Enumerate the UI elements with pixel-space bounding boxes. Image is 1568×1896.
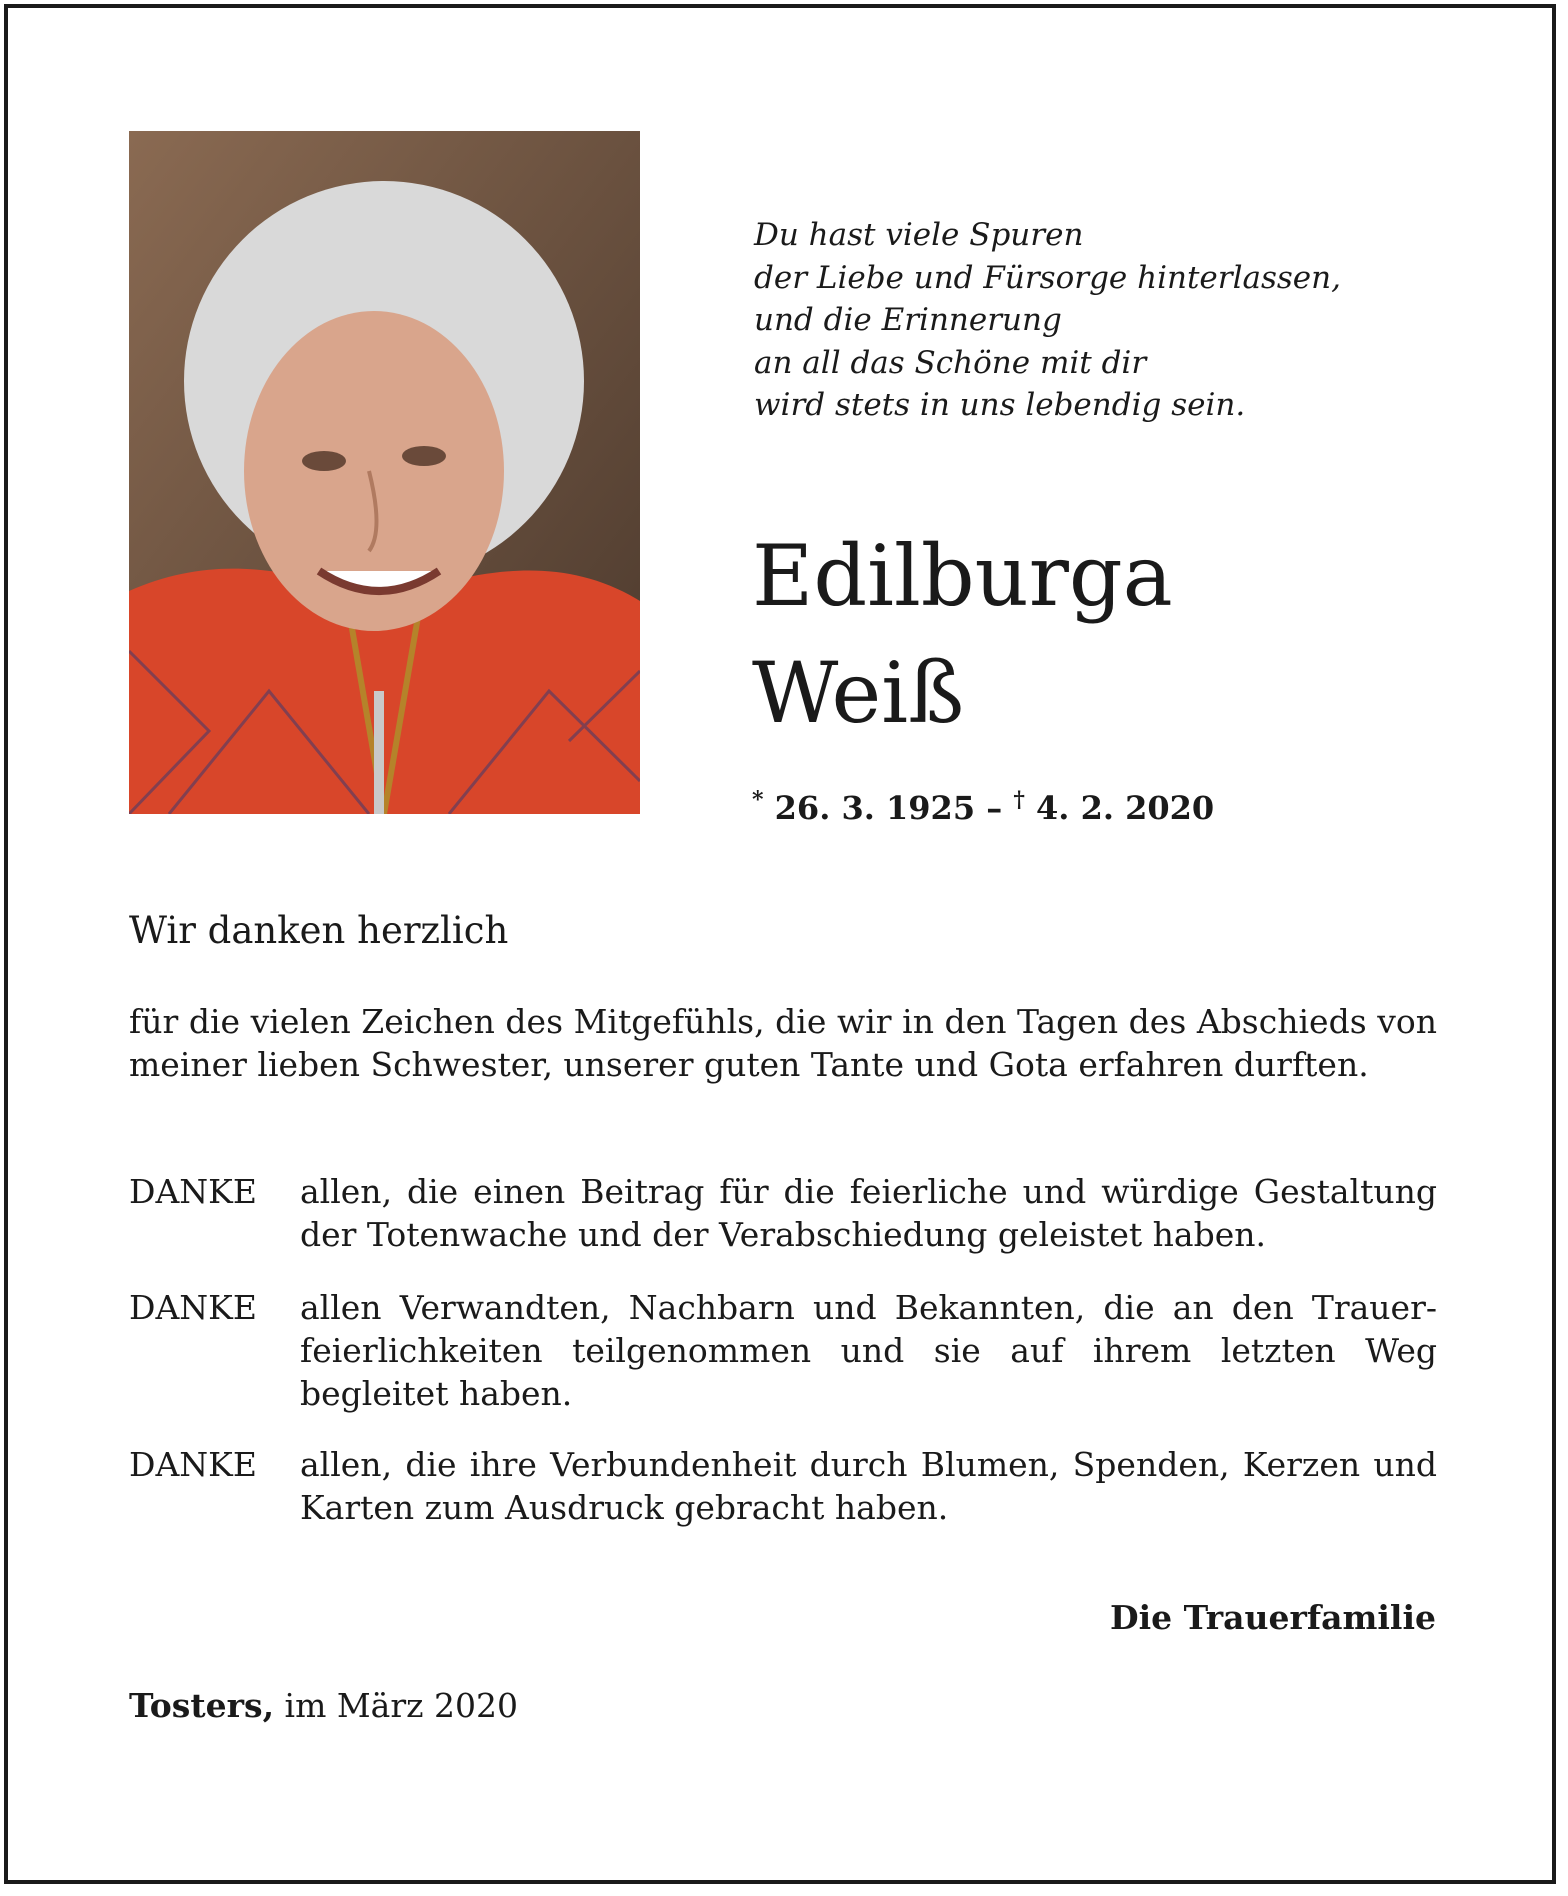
life-dates (752, 780, 1214, 828)
poem-line: an all das Schöne mit dir (754, 344, 1147, 381)
portrait-photo (129, 131, 640, 814)
notice-date: im März 2020 (274, 1686, 518, 1725)
death-symbol: † (1013, 787, 1025, 813)
poem-line: der Liebe und Fürsorge hinterlassen, (754, 259, 1341, 296)
portrait-illustration (129, 131, 640, 814)
danke-text: allen, die ihre Verbundenheit durch Blumen, Spenden, Kerzen und Karten zum Ausdruck gebracht haben. (300, 1445, 1437, 1527)
thanks-heading: Wir danken herzlich (129, 909, 509, 952)
danke-label: DANKE (129, 1445, 257, 1484)
place-name: Tosters, (129, 1686, 275, 1725)
death-date: 4. 2. 2020 (1036, 789, 1215, 827)
poem-line: wird stets in uns lebendig sein. (754, 387, 1246, 423)
danke-text: allen Verwandten, Nachbarn und Bekannten, die an den Trauerfeierlichkeiten teilgenommen und sie auf ihrem letzten Weg begleitet haben. (300, 1288, 1437, 1413)
last-name: Weiß (752, 644, 965, 742)
poem-line: und die Erinnerung (754, 302, 1062, 338)
danke-text: allen, die einen Beitrag für die feierliche und würdige Gestaltung der Totenwache und der Verabschiedung geleistet haben. (300, 1172, 1437, 1254)
first-name: Edilburga (752, 527, 1173, 625)
poem-line: Du hast viele Spuren (754, 217, 1084, 253)
birth-symbol: * (752, 787, 764, 813)
thanks-intro: für die vielen Zeichen des Mitgefühls, die wir in den Tagen des Abschieds von meiner lieben Schwester, unserer guten Tante und Gota erfahren durften. (129, 1002, 1437, 1084)
danke-label: DANKE (129, 1288, 257, 1327)
danke-label: DANKE (129, 1172, 257, 1211)
date-separator: – (975, 789, 1014, 827)
birth-date: 26. 3. 1925 (774, 789, 976, 827)
place-date (129, 1684, 518, 1727)
signature: Die Trauerfamilie (1109, 1598, 1436, 1637)
deceased-name (752, 518, 1173, 752)
memorial-poem (754, 214, 1514, 427)
